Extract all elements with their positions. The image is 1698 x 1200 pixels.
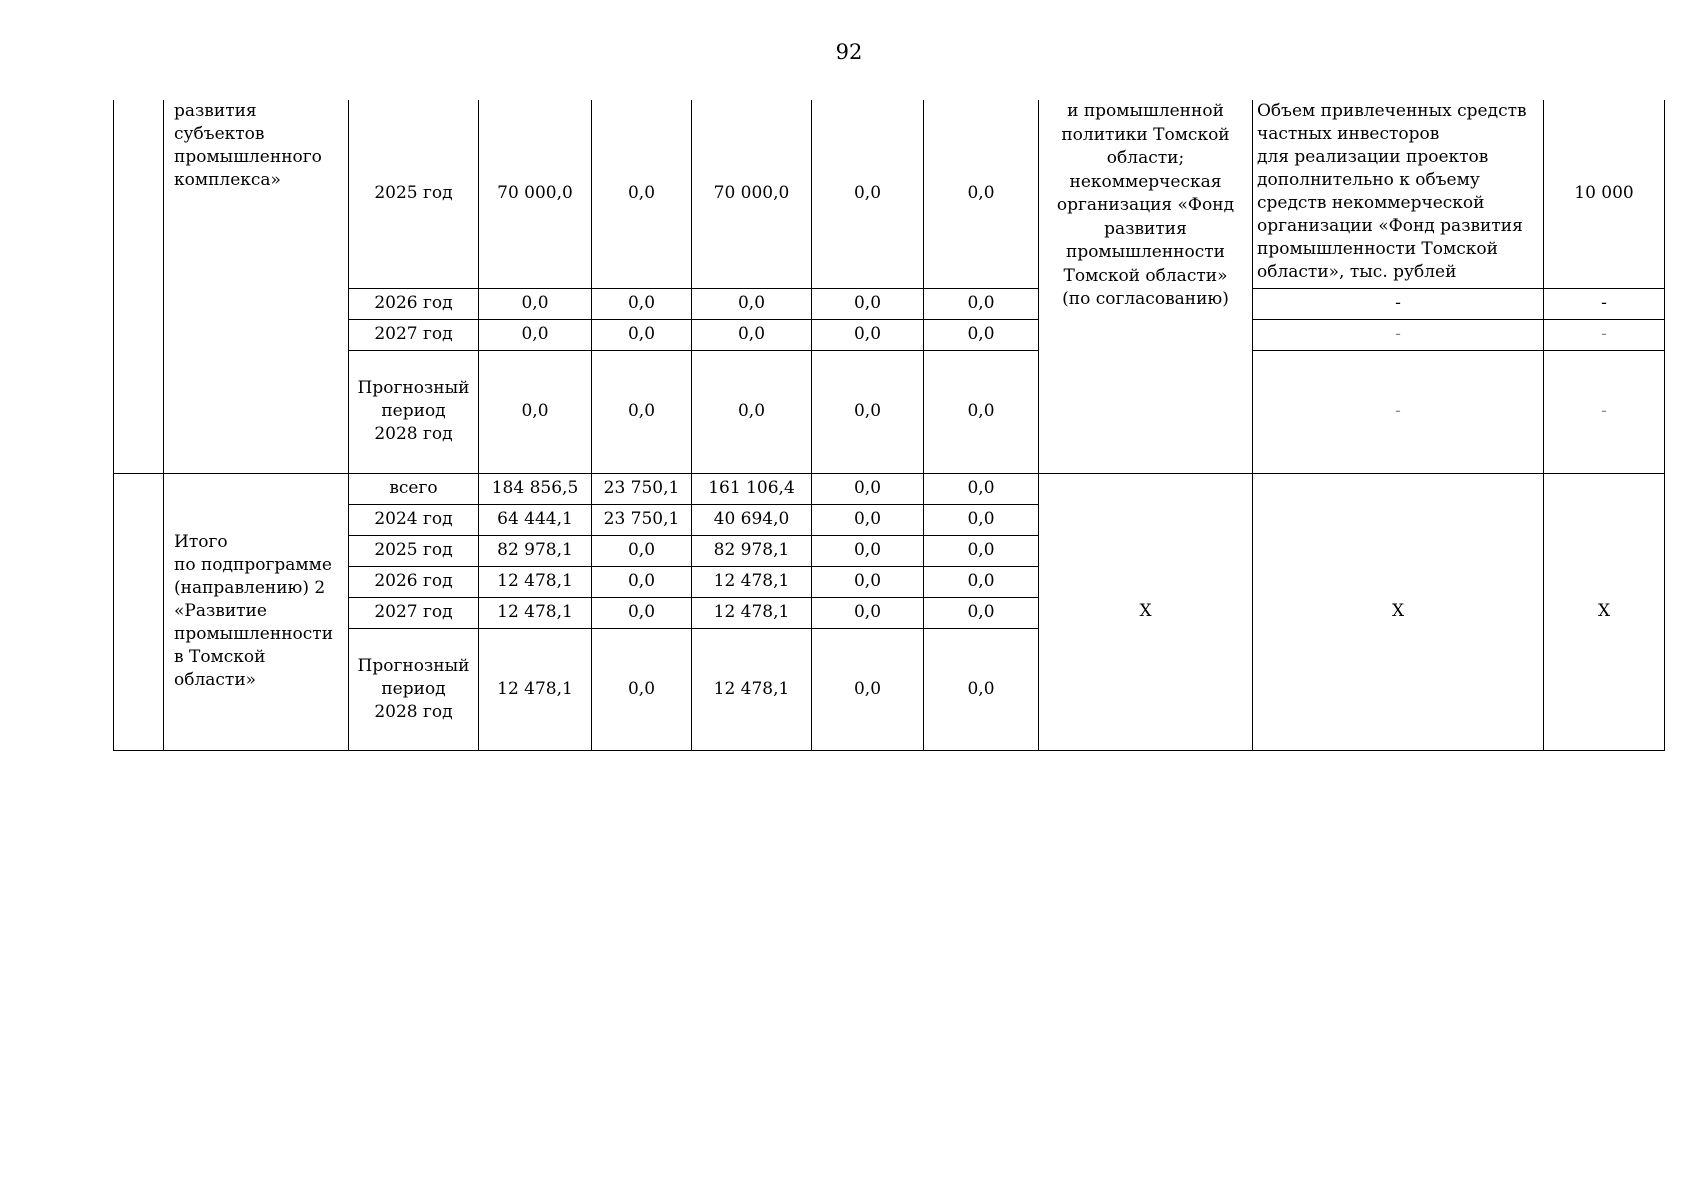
regional-cell: 70 000,0 [692,100,812,288]
regional-cell: 12 478,1 [692,597,812,628]
total-cell: 0,0 [479,319,592,350]
federal-cell: 0,0 [592,628,692,750]
other-cell: 0,0 [924,566,1039,597]
other-cell: 0,0 [924,504,1039,535]
federal-cell: 0,0 [592,566,692,597]
federal-cell: 0,0 [592,100,692,288]
federal-cell: 0,0 [592,597,692,628]
indicator-value-cell: - [1544,319,1665,350]
federal-cell: 0,0 [592,319,692,350]
period-cell: Прогнозный период 2028 год [349,628,479,750]
regional-cell: 82 978,1 [692,535,812,566]
indicator-name-text: Объем привлеченных средств частных инвесторов для реализации проектов дополнительно к объему средств некоммерческой организации «Фонд развития промышленности Томской области», тыс. рублей [1257,101,1527,282]
measure-name-text: развития субъектов промышленного комплекса» [174,101,322,190]
regional-cell: 0,0 [692,350,812,473]
page-number: 92 [835,40,863,64]
regional-cell: 0,0 [692,288,812,319]
total-cell: 184 856,5 [479,473,592,504]
subtotal-name-cell [164,473,349,750]
number-cell [114,473,164,750]
local-cell: 0,0 [812,535,924,566]
responsible-text: и промышленной политики Томской области; некоммерческая организация «Фонд развития промышленности Томской области» (по согласованию) [1056,101,1235,309]
table-row [114,473,1665,504]
period-cell: 2026 год [349,288,479,319]
other-cell: 0,0 [924,473,1039,504]
local-cell: 0,0 [812,566,924,597]
regional-cell: 12 478,1 [692,628,812,750]
period-cell: 2025 год [349,535,479,566]
indicator-value-cell: - [1544,288,1665,319]
indicator-name-cell: X [1253,473,1544,750]
other-cell: 0,0 [924,535,1039,566]
indicator-name-cell [1253,100,1544,288]
local-cell: 0,0 [812,597,924,628]
other-cell: 0,0 [924,350,1039,473]
regional-cell: 161 106,4 [692,473,812,504]
measure-name-cell [164,100,349,473]
local-cell: 0,0 [812,319,924,350]
federal-cell: 0,0 [592,350,692,473]
local-cell: 0,0 [812,504,924,535]
total-cell: 70 000,0 [479,100,592,288]
federal-cell: 23 750,1 [592,504,692,535]
total-cell: 12 478,1 [479,566,592,597]
other-cell: 0,0 [924,100,1039,288]
total-cell: 64 444,1 [479,504,592,535]
indicator-dash-cell: - [1253,288,1544,319]
responsible-cell [1039,100,1253,473]
regional-cell: 12 478,1 [692,566,812,597]
indicator-dash-cell: - [1253,319,1544,350]
federal-cell: 23 750,1 [592,473,692,504]
period-cell: 2025 год [349,100,479,288]
federal-cell: 0,0 [592,288,692,319]
local-cell: 0,0 [812,100,924,288]
local-cell: 0,0 [812,288,924,319]
indicator-value-cell: 10 000 [1544,100,1665,288]
table-row [114,100,1665,288]
total-cell: 12 478,1 [479,628,592,750]
indicator-value-cell: - [1544,350,1665,473]
regional-cell: 40 694,0 [692,504,812,535]
other-cell: 0,0 [924,597,1039,628]
other-cell: 0,0 [924,628,1039,750]
number-cell [114,100,164,473]
other-cell: 0,0 [924,288,1039,319]
total-cell: 0,0 [479,350,592,473]
responsible-cell: X [1039,473,1253,750]
local-cell: 0,0 [812,628,924,750]
period-cell: 2027 год [349,597,479,628]
period-cell: всего [349,473,479,504]
federal-cell: 0,0 [592,535,692,566]
other-cell: 0,0 [924,319,1039,350]
financing-table [113,100,1665,751]
period-cell: Прогнозный период 2028 год [349,350,479,473]
total-cell: 0,0 [479,288,592,319]
local-cell: 0,0 [812,473,924,504]
total-cell: 82 978,1 [479,535,592,566]
regional-cell: 0,0 [692,319,812,350]
indicator-dash-cell: - [1253,350,1544,473]
local-cell: 0,0 [812,350,924,473]
period-cell: 2027 год [349,319,479,350]
subtotal-name-text: Итого по подпрограмме (направлению) 2 «Развитие промышленности в Томской области» [174,532,334,690]
total-cell: 12 478,1 [479,597,592,628]
period-cell: 2024 год [349,504,479,535]
period-cell: 2026 год [349,566,479,597]
indicator-value-cell: X [1544,473,1665,750]
